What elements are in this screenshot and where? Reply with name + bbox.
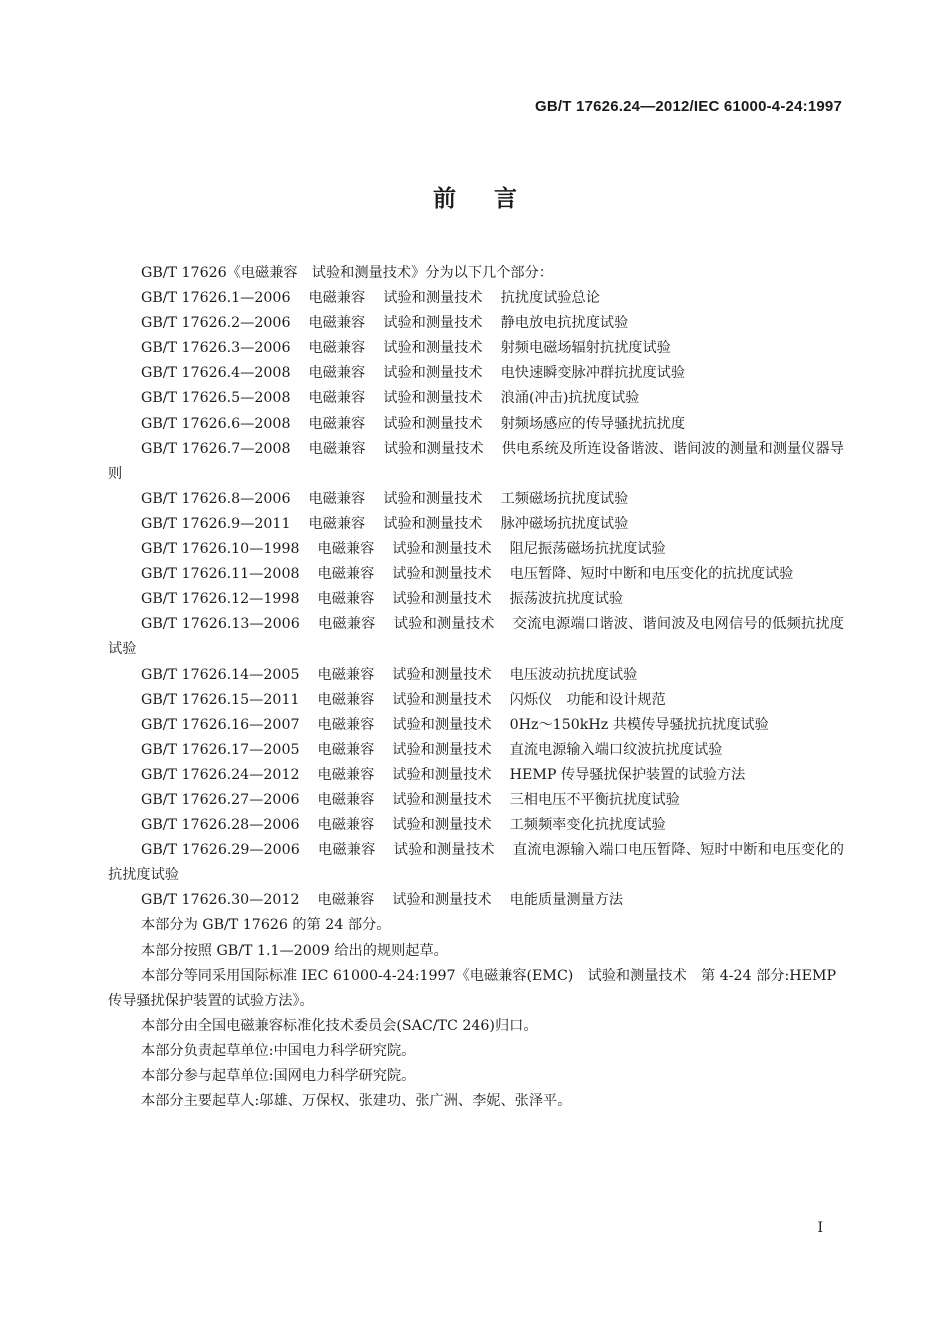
part-subject: 试验和测量技术 xyxy=(392,791,492,808)
part-family: 电磁兼容 xyxy=(317,842,376,859)
part-number: GB/T 17626.2—2006 xyxy=(141,315,291,332)
part-subject: 试验和测量技术 xyxy=(383,365,483,382)
foreword-paragraph: 本部分主要起草人:邬雄、万保权、张建功、张广洲、李妮、张泽平。 xyxy=(141,1093,572,1110)
page-title: 前言 xyxy=(433,186,555,212)
part-family: 电磁兼容 xyxy=(308,340,366,357)
part-number: GB/T 17626.4—2008 xyxy=(141,365,291,382)
foreword-paragraph: 本部分参与起草单位:国网电力科学研究院。 xyxy=(141,1068,416,1084)
paragraph-list xyxy=(108,913,844,1114)
part-number: GB/T 17626.11—2008 xyxy=(141,566,300,583)
part-number: GB/T 17626.5—2008 xyxy=(141,390,291,407)
part-number: GB/T 17626.8—2006 xyxy=(141,490,291,507)
intro-paragraph: GB/T 17626《电磁兼容 试验和测量技术》分为以下几个部分： xyxy=(141,265,553,281)
part-title: 电压波动抗扰度试验 xyxy=(509,666,638,683)
part-subject: 试验和测量技术 xyxy=(392,591,492,608)
part-family: 电磁兼容 xyxy=(308,390,366,407)
part-title: 工频磁场抗扰度试验 xyxy=(500,490,629,507)
part-subject: 试验和测量技术 xyxy=(392,892,492,909)
part-family: 电磁兼容 xyxy=(317,666,375,683)
part-title: 静电放电抗扰度试验 xyxy=(500,315,629,332)
part-title: 射频电磁场辐射抗扰度试验 xyxy=(500,340,671,357)
part-title: 阻尼振荡磁场抗扰度试验 xyxy=(509,541,666,558)
part-title: 电能质量测量方法 xyxy=(509,892,624,909)
parts-list xyxy=(108,286,844,913)
part-number: GB/T 17626.10—1998 xyxy=(141,541,300,558)
part-family: 电磁兼容 xyxy=(317,791,375,808)
part-entry xyxy=(108,311,844,336)
part-number: GB/T 17626.29—2006 xyxy=(141,842,300,859)
part-family: 电磁兼容 xyxy=(317,591,375,608)
foreword-paragraph: 本部分按照 GB/T 1.1—2009 给出的规则起草。 xyxy=(141,942,448,959)
part-family: 电磁兼容 xyxy=(317,691,375,708)
part-entry xyxy=(108,286,844,311)
part-number: GB/T 17626.3—2006 xyxy=(141,340,291,357)
part-title: 工频频率变化抗扰度试验 xyxy=(509,817,666,834)
part-subject: 试验和测量技术 xyxy=(383,440,484,457)
part-title: 三相电压不平衡抗扰度试验 xyxy=(509,791,680,808)
part-family: 电磁兼容 xyxy=(317,766,375,783)
part-family: 电磁兼容 xyxy=(308,290,366,307)
part-title: 0Hz～150kHz 共模传导骚扰抗扰度试验 xyxy=(509,716,769,733)
part-subject: 试验和测量技术 xyxy=(392,817,492,834)
part-title: 闪烁仪 功能和设计规范 xyxy=(509,691,666,708)
foreword-paragraph: 本部分等同采用国际标准 IEC 61000-4-24:1997《电磁兼容(EMC) 试验和测量技术 第 4-24 部分:HEMP 传导骚扰保护装置的试验方法》。 xyxy=(108,967,837,1009)
part-entry xyxy=(108,386,844,411)
part-entry xyxy=(108,361,844,386)
part-subject: 试验和测量技术 xyxy=(393,842,495,859)
part-number: GB/T 17626.17—2005 xyxy=(141,741,300,758)
part-entry xyxy=(108,487,844,512)
part-entry xyxy=(108,537,844,562)
part-subject: 试验和测量技术 xyxy=(393,616,495,633)
part-family: 电磁兼容 xyxy=(308,365,366,382)
part-subject: 试验和测量技术 xyxy=(383,290,483,307)
part-family: 电磁兼容 xyxy=(317,716,375,733)
part-number: GB/T 17626.30—2012 xyxy=(141,892,300,909)
part-number: GB/T 17626.6—2008 xyxy=(141,415,291,432)
part-family: 电磁兼容 xyxy=(317,741,375,758)
part-subject: 试验和测量技术 xyxy=(383,390,483,407)
part-title: 电快速瞬变脉冲群抗扰度试验 xyxy=(500,365,686,382)
part-title: 直流电源输入端口纹波抗扰度试验 xyxy=(509,741,723,758)
part-subject: 试验和测量技术 xyxy=(383,340,483,357)
part-subject: 试验和测量技术 xyxy=(383,515,483,532)
part-entry xyxy=(108,336,844,361)
part-number: GB/T 17626.14—2005 xyxy=(141,666,300,683)
standard-number: GB/T 17626.24—2012/IEC 61000-4-24:1997 xyxy=(535,98,842,115)
part-family: 电磁兼容 xyxy=(317,892,375,909)
part-family: 电磁兼容 xyxy=(317,616,376,633)
part-number: GB/T 17626.27—2006 xyxy=(141,791,300,808)
part-entry xyxy=(108,713,844,738)
part-title: 脉冲磁场抗扰度试验 xyxy=(500,515,629,532)
part-number: GB/T 17626.16—2007 xyxy=(141,716,300,733)
part-number: GB/T 17626.1—2006 xyxy=(141,290,291,307)
part-number: GB/T 17626.15—2011 xyxy=(141,691,300,708)
part-number: GB/T 17626.7—2008 xyxy=(141,440,291,457)
foreword-body xyxy=(108,261,844,1114)
part-number: GB/T 17626.28—2006 xyxy=(141,817,300,834)
part-subject: 试验和测量技术 xyxy=(392,666,492,683)
part-subject: 试验和测量技术 xyxy=(383,415,483,432)
part-subject: 试验和测量技术 xyxy=(383,315,483,332)
part-title: 抗扰度试验总论 xyxy=(500,290,600,307)
part-title: 浪涌(冲击)抗扰度试验 xyxy=(500,390,640,407)
part-family: 电磁兼容 xyxy=(308,490,366,507)
part-family: 电磁兼容 xyxy=(308,415,366,432)
foreword-paragraph: 本部分为 GB/T 17626 的第 24 部分。 xyxy=(141,917,391,934)
part-title: HEMP 传导骚扰保护装置的试验方法 xyxy=(509,766,746,783)
part-entry xyxy=(108,562,844,587)
part-number: GB/T 17626.24—2012 xyxy=(141,766,300,783)
part-family: 电磁兼容 xyxy=(308,515,366,532)
part-entry xyxy=(108,587,844,612)
foreword-paragraph: 本部分负责起草单位:中国电力科学研究院。 xyxy=(141,1042,416,1059)
part-number: GB/T 17626.12—1998 xyxy=(141,591,300,608)
part-entry xyxy=(108,512,844,537)
part-title: 电压暂降、短时中断和电压变化的抗扰度试验 xyxy=(509,566,794,583)
part-entry xyxy=(108,788,844,813)
part-title: 交流电源端口谐波、谐间波及电网信号的低频抗扰度试验 xyxy=(108,616,844,658)
part-entry xyxy=(108,813,844,838)
part-number: GB/T 17626.9—2011 xyxy=(141,515,291,532)
part-family: 电磁兼容 xyxy=(308,315,366,332)
part-entry xyxy=(108,888,844,913)
part-subject: 试验和测量技术 xyxy=(392,541,492,558)
part-entry xyxy=(108,838,844,888)
part-subject: 试验和测量技术 xyxy=(392,691,492,708)
part-title: 射频场感应的传导骚扰抗扰度 xyxy=(500,415,686,432)
part-entry xyxy=(108,612,844,662)
part-entry xyxy=(108,738,844,763)
part-family: 电磁兼容 xyxy=(308,440,366,457)
page-number: I xyxy=(817,1220,823,1236)
part-entry xyxy=(108,437,844,487)
part-title: 振荡波抗扰度试验 xyxy=(509,591,624,608)
part-title: 直流电源输入端口电压暂降、短时中断和电压变化的抗扰度试验 xyxy=(108,842,844,884)
foreword-paragraph: 本部分由全国电磁兼容标准化技术委员会(SAC/TC 246)归口。 xyxy=(141,1017,538,1034)
part-subject: 试验和测量技术 xyxy=(383,490,483,507)
part-family: 电磁兼容 xyxy=(317,817,375,834)
part-subject: 试验和测量技术 xyxy=(392,716,492,733)
part-family: 电磁兼容 xyxy=(317,566,375,583)
part-number: GB/T 17626.13—2006 xyxy=(141,616,300,633)
part-title: 供电系统及所连设备谐波、谐间波的测量和测量仪器导则 xyxy=(108,440,844,482)
part-entry xyxy=(108,412,844,437)
part-subject: 试验和测量技术 xyxy=(392,741,492,758)
part-entry xyxy=(108,663,844,688)
part-entry xyxy=(108,763,844,788)
part-subject: 试验和测量技术 xyxy=(392,766,492,783)
part-family: 电磁兼容 xyxy=(317,541,375,558)
part-subject: 试验和测量技术 xyxy=(392,566,492,583)
part-entry xyxy=(108,688,844,713)
